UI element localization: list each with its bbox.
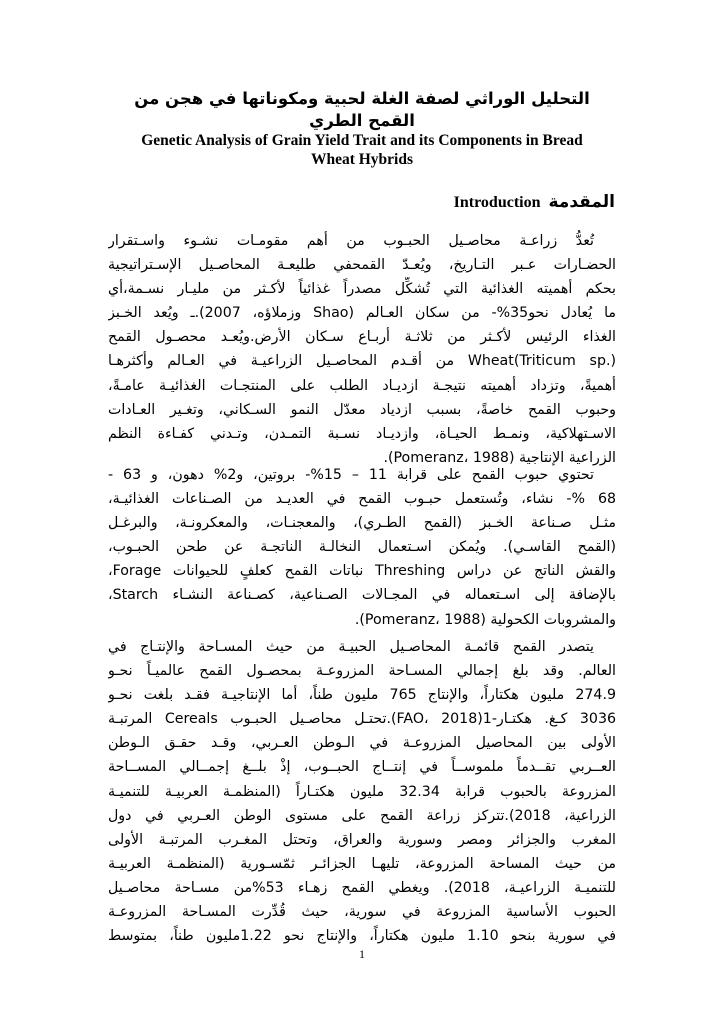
paragraph-line: 3036 كـغ. هكتـار-1(FAO، 2018).تحتـل محاصـيل الحبـوب Cereals المرتبـة	[108, 711, 616, 728]
paragraph-line: المغرب والجزائر ومصر وسورية والعراق، وتحتل المغـرب المرتبـة الأولى	[108, 831, 616, 848]
paragraph-line: الحضـارات عـبر التـاريخ، ويُعـدّ القمحفي طليعـة المحاصـيل الإسـتراتيجية	[108, 257, 616, 274]
paragraph-line: ما يُعادل نحو35%- من سكان العـالم (Shao وزملاؤه، 2007).ـ ويُعد الخـبز	[108, 305, 616, 322]
arabic-title	[100, 88, 624, 132]
paragraph-line: (القمح القاسـي). ويُمكن اسـتعمال النخالـة الناتجـة عن طحن الحبـوب،	[108, 539, 616, 556]
paragraph-line: للتنميـة الزراعيـة، 2018). ويغطي القمح زهـاء 53%من مسـاحة محاصـيل	[108, 879, 616, 896]
paragraph-line: بحكم أهميته الغذائية التي تُشكِّل مصدراً غذائياً لأكـثر من مليـار نسـمة،أي	[108, 281, 616, 298]
paragraph-line: الغذاء الرئيس لأكـثر من ثلاثـة أربـاع سـكان الأرض.ويُعـد محصـول القمح	[108, 329, 616, 346]
paragraph-line: Wheat(Triticum sp.) من أقـدم المحاصـيل الزراعيـة في العـالم وأكثرهـا	[108, 353, 616, 370]
paragraph-line: تُعدُّ زراعـة محاصـيل الحبـوب من أهم مقومـات نشـوء واسـتقرار	[108, 233, 594, 249]
paragraph-line: الزراعية الإنتاجية (Pomeranz، 1988).	[383, 449, 616, 466]
paragraph-line: المزروعة بالحبوب قرابة 32.34 مليون هكتـاراً (المنظمـة العربيـة للتنميـة	[108, 783, 616, 800]
paragraph-line: تحتوي حبوب القمح على قرابة 11 – 15%- بروتين، و2% دهون، و 63 -	[108, 467, 594, 483]
paragraph-line: أهميةً، وتزداد أهميته نتيجـة ازديـاد الطلب على المنتجـات الغذائيـة عامـةً،	[108, 377, 616, 394]
paragraph-line: بالإضافة إلى اسـتعماله في المجـالات الصـناعية، كصـناعة النشـاء Starch،	[108, 587, 616, 604]
paragraph-1	[108, 229, 616, 470]
paragraph-line: يتصدر القمح قائمـة المحاصـيل الحبيـة من حيث المسـاحة والإنتـاج في	[108, 639, 594, 655]
english-title	[100, 131, 624, 169]
paragraph-line: الحبوب الأساسية المزروعة في سورية، حيث قُدِّرت المسـاحة المزروعـة	[108, 904, 616, 921]
section-heading	[454, 192, 615, 212]
page-number: 1	[359, 947, 365, 961]
english-title-line-1: Genetic Analysis of Grain Yield Trait and its Components in Bread	[141, 132, 583, 149]
paragraph-2	[108, 463, 616, 632]
arabic-title-line-2: القمح الطري	[309, 111, 415, 130]
paragraph-line: والمشروبات الكحولية (Pomeranz، 1988).	[354, 611, 616, 628]
paragraph-line: الزراعية، 2018).تتركز زراعة القمح على مستوى الوطن العـربي في دول	[108, 807, 616, 824]
paragraph-line: الاسـتهلاكية، ونمـط الحيـاة، وازديـاد نسـبة التمـدن، وتـدني كفـاءة النظم	[108, 425, 616, 442]
arabic-title-line-1: التحليل الوراثي لصفة الغلة لحبية ومكوناتها في هجن من	[134, 89, 590, 108]
paragraph-line: وحبوب القمح خاصةً، بسبب ازدياد معدّل النمو السـكاني، وتغـير العـادات	[108, 401, 616, 418]
paragraph-line: 68 %- نشاء، وتُستعمل حبـوب القمح في العديـد من الصـناعات الغذائيـة،	[108, 491, 616, 508]
paragraph-line: والقش الناتج عن دراس Threshing نباتات القمح كعلفٍ للحيوانات Forage،	[108, 563, 616, 580]
paragraph-line: من حيث المساحة المزروعة، تليهـا الجزائـر ثمّسـورية (المنظمـة العربيـة	[108, 855, 616, 872]
section-heading-english: Introduction	[453, 194, 541, 211]
paragraph-line: في سورية بنحو 1.10 مليون هكتاراً، والإنتاج نحو 1.22مليون طناً، بمتوسط	[108, 928, 616, 945]
paragraph-line: العــربي تقــدماً ملموســاً في إنتــاج الحبــوب، إذْ بلــغ إجمــالي المســاحة	[108, 759, 616, 776]
paragraph-line: مثـل صـناعة الخـبز (القمح الطـري)، والمعجنـات، والمعكرونـة، والبرغـل	[108, 515, 616, 532]
paragraph-line: الأولى بين المحاصيل المزروعـة في الـوطن العـربي، وقـد حقـق الـوطن	[108, 735, 616, 752]
paragraph-3	[108, 635, 616, 948]
paragraph-line: العالم. وقد بلغ إجمالي المسـاحة المزروعـة بمحصـول القمح عالميـاً نحـو	[108, 663, 616, 680]
paragraph-line: 274.9 مليون هكتاراً، والإنتاج 765 مليون طناً، أما الإنتاجيـة فقـد بلغت نحـو	[108, 687, 616, 704]
section-heading-arabic: المقدمة	[548, 192, 615, 212]
english-title-line-2: Wheat Hybrids	[310, 151, 414, 168]
